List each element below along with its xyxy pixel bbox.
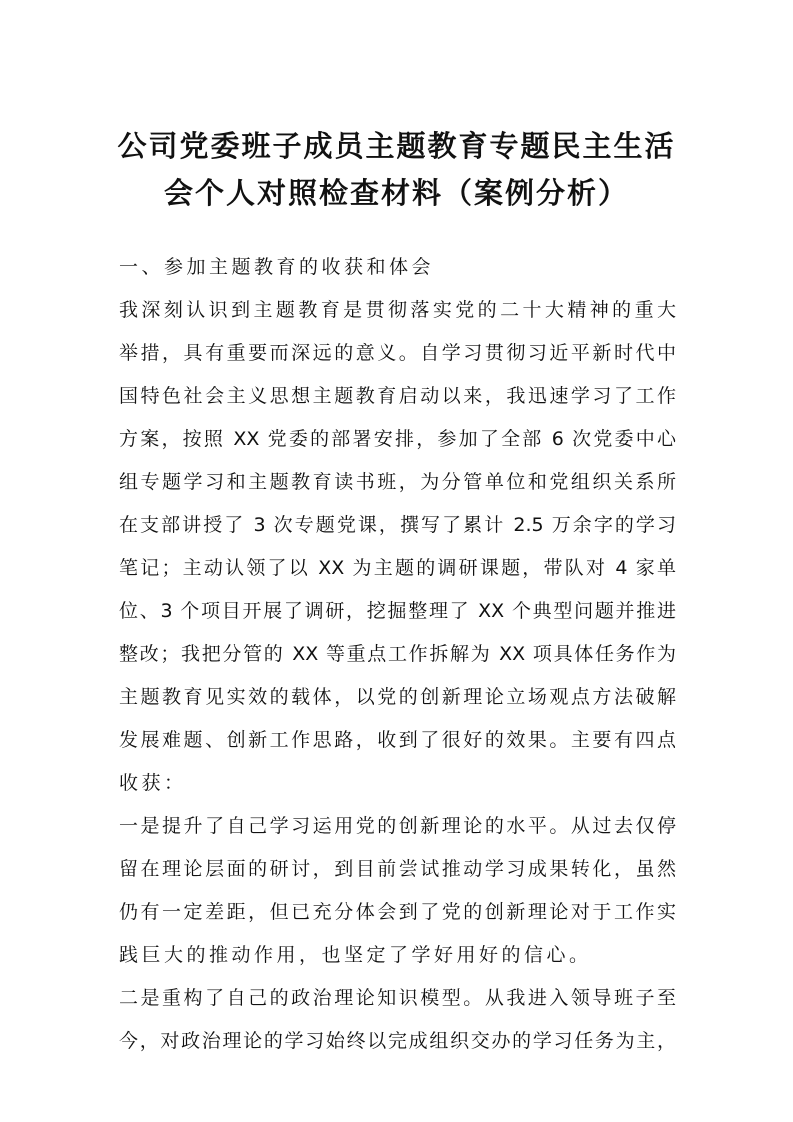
paragraph [119,977,676,1063]
paragraph-line: 留在理论层面的研讨，到目前尝试推动学习成果转化，虽然 [119,858,676,880]
paragraph-line: 整改；我把分管的 XX 等重点工作拆解为 XX 项具体任务作为 [119,643,676,665]
paragraph-line: 方案，按照 XX 党委的部署安排，参加了全部 6 次党委中心 [119,428,676,450]
paragraph-line: 今，对政治理论的学习始终以完成组织交办的学习任务为主， [119,1030,676,1052]
paragraph-line: 我深刻认识到主题教育是贯彻落实党的二十大精神的重大 [119,299,676,321]
paragraph [119,805,676,977]
paragraph-line: 发展难题、创新工作思路，收到了很好的效果。主要有四点 [119,729,676,751]
paragraph [119,289,676,805]
paragraph-line: 组专题学习和主题教育读书班，为分管单位和党组织关系所 [119,471,676,493]
paragraph-line: 举措，具有重要而深远的意义。自学习贯彻习近平新时代中 [119,342,676,364]
paragraph-line: 在支部讲授了 3 次专题党课，撰写了累计 2.5 万余字的学习 [119,514,676,536]
paragraph-line: 二是重构了自己的政治理论知识模型。从我进入领导班子至 [119,987,676,1009]
paragraphs [119,289,676,1063]
paragraph-line: 仍有一定差距，但已充分体会到了党的创新理论对于工作实 [119,901,676,923]
paragraph-line: 位、3 个项目开展了调研，挖掘整理了 XX 个典型问题并推进 [119,600,676,622]
paragraph-line: 收获： [119,772,187,794]
paragraph-line: 主题教育见实效的载体，以党的创新理论立场观点方法破解 [119,686,676,708]
paragraph-line: 践巨大的推动作用，也坚定了学好用好的信心。 [119,944,592,966]
paragraph-line: 笔记；主动认领了以 XX 为主题的调研课题，带队对 4 家单 [119,557,676,579]
section-heading: 一、参加主题教育的收获和体会 [119,256,435,278]
document-title-line-2: 会个人对照检查材料（案例分析） [163,176,629,210]
document-title-line-1: 公司党委班子成员主题教育专题民主生活 [117,129,676,163]
paragraph-line: 一是提升了自己学习运用党的创新理论的水平。从过去仅停 [119,815,676,837]
document-body [119,246,676,1063]
paragraph-line: 国特色社会主义思想主题教育启动以来，我迅速学习了工作 [119,385,676,407]
